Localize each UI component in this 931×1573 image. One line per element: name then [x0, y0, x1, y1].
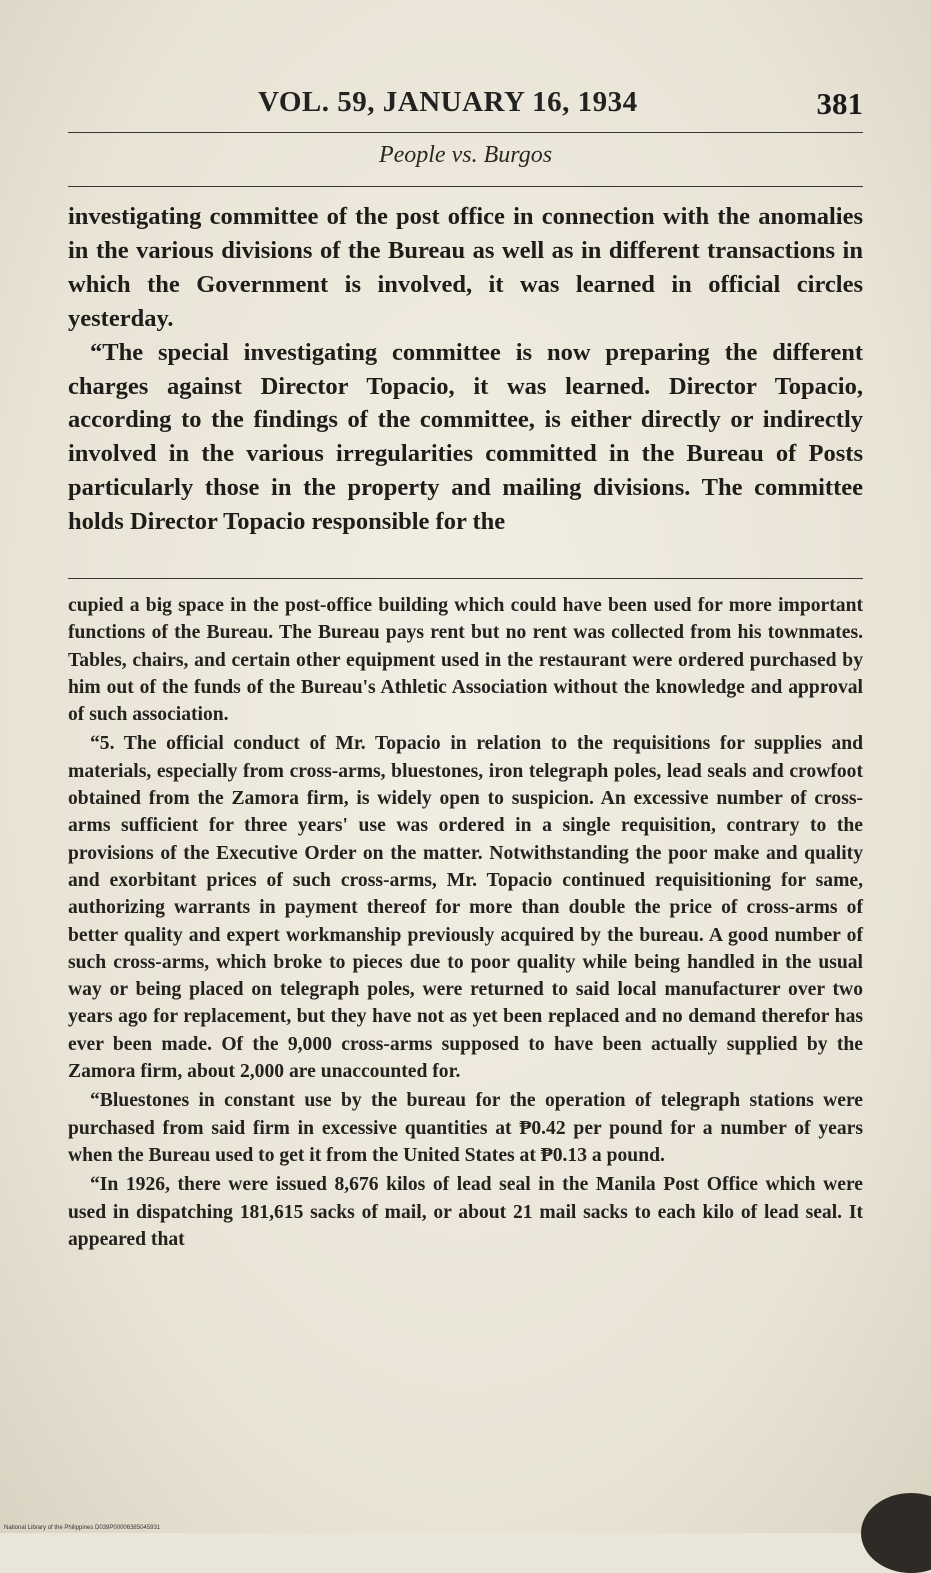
- body-paragraph: “The special investigating committee is now preparing the different charges against Director Topacio, it was learned. Director Topacio, according to the findings of the committee, is either directly or indirectly involved in the various irregularities committed in the Bureau of Posts particularly those in the property and mailing divisions. The committee holds Director Topacio responsible for the: [68, 338, 863, 536]
- body-paragraph: investigating committee of the post office in connection with the anomalies in the various divisions of the Bureau as well as in different transactions in which the Government is involved, it was learned in official circles yesterday.: [68, 203, 863, 332]
- running-title: People vs. Burgos: [378, 142, 553, 168]
- header-rule-top: [68, 132, 863, 133]
- page-number: 381: [816, 86, 863, 121]
- quoted-text: [68, 592, 863, 1253]
- quoted-paragraph: “Bluestones in constant use by the bureau for the operation of telegraph stations were purchased from said firm in excessive quantities at ₱0.42 per pound for a number of years when the Bureau used to get it from the United States at ₱0.13 a pound.: [68, 1090, 863, 1166]
- main-text: [68, 200, 863, 539]
- section-rule: [68, 578, 863, 579]
- quoted-paragraph: cupied a big space in the post-office building which could have been used for more important functions of the Bureau. The Bureau pays rent but no rent was collected from his townmates. Tables, chairs, and certain other equipment used in the restaurant were ordered purchased by him out of the funds of the Bureau's Athletic Association without the knowledge and approval of such association.: [68, 595, 863, 726]
- volume-line: VOL. 59, JANUARY 16, 1934: [258, 86, 638, 118]
- quoted-paragraph: “In 1926, there were issued 8,676 kilos of lead seal in the Manila Post Office which were used in dispatching 181,615 sacks of mail, or about 21 mail sacks to each kilo of lead seal. It appeared that: [68, 1174, 863, 1250]
- header-rule-bottom: [68, 186, 863, 187]
- quoted-paragraph: “5. The official conduct of Mr. Topacio in relation to the requisitions for supplies and materials, especially from cross-arms, bluestones, iron telegraph poles, lead seals and crowfoot obtained from the Zamora firm, is widely open to suspicion. An excessive number of cross-arms sufficient for three years' use was ordered in a single requisition, contrary to the provisions of the Executive Order on the matter. Notwithstanding the poor make and quality and exorbitant prices of such cross-arms, Mr. Topacio continued requisitioning for same, authorizing warrants in payment thereof for more than double the price of cross-arms of better quality and expert workmanship previously acquired by the bureau. A good number of such cross-arms, which broke to pieces due to poor quality while being handled in the usual way or being placed on telegraph poles, were returned to said local manufacturer over two years ago for replacement, but they have not as yet been replaced and no demand therefor has ever been made. Of the 9,000 cross-arms supposed to have been actually supplied by the Zamora firm, about 2,000 are unaccounted for.: [68, 733, 863, 1083]
- page-header: [68, 86, 863, 126]
- scan-corner-shadow: [861, 1493, 931, 1573]
- scan-credit: National Library of the Philippines D039P00006385045931: [4, 1525, 161, 1531]
